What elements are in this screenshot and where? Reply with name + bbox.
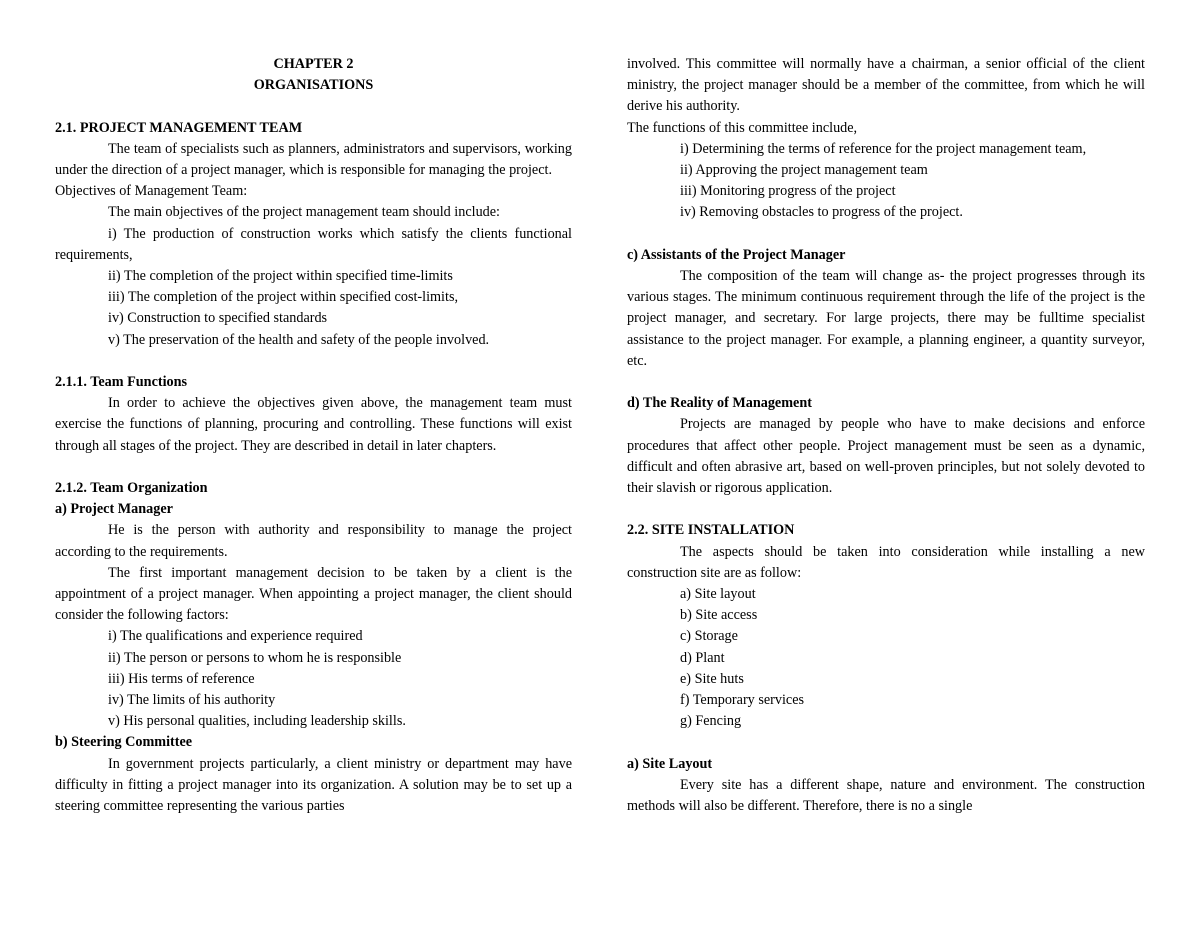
functions-label: The functions of this committee include, (627, 119, 858, 136)
factor-item: i) The qualifications and experience required (108, 628, 363, 645)
factor-item: v) His personal qualities, including leadership skills. (108, 713, 406, 730)
chapter-number: CHAPTER 2 (273, 56, 354, 72)
section-heading-2-2: 2.2. SITE INSTALLATION (627, 522, 795, 539)
function-item: i) Determining the terms of reference for the project management team, (680, 140, 1087, 157)
factor-item: iii) His terms of reference (108, 670, 255, 687)
factor-item: ii) The person or persons to whom he is responsible (108, 649, 402, 666)
subheading-site-layout: a) Site Layout (627, 755, 713, 772)
subheading-assistants: c) Assistants of the Project Manager (627, 246, 846, 263)
paragraph-assistants: The composition of the team will change as- the project progresses through its various stages. The minimum continuous requirement through the life of the project is the project manager, and secretary. For large projects, there may be fulltime specialist assistance to the project manager. For example, a planning engineer, a quantity surveyor, etc. (627, 268, 1145, 369)
section-heading-2-1-2: 2.1.2. Team Organization (55, 480, 208, 497)
paragraph-steering-committee: In government projects particularly, a client ministry or department may have difficulty in fitting a project manager into its organization. A solution may be to set up a steering committee representing the various parties (55, 755, 572, 815)
subheading-steering-committee: b) Steering Committee (55, 734, 193, 751)
aspect-item: c) Storage (680, 628, 738, 645)
subheading-reality: d) The Reality of Management (627, 395, 812, 412)
paragraph-site-installation: The aspects should be taken into consideration while installing a new construction site are as follow: (627, 543, 1145, 581)
paragraph-steering-continued: involved. This committee will normally have a chairman, a senior official of the client ministry, the project manager should be a member of the committee, from which he will derive his authority. (627, 56, 1145, 115)
objective-item: iii) The completion of the project within specified cost-limits, (108, 289, 459, 306)
paragraph-team-functions: In order to achieve the objectives given above, the management team must exercise the functions of planning, procuring and controlling. These functions will exist through all stages of the project. They are described in detail in later chapters. (55, 395, 572, 454)
subheading-project-manager: a) Project Manager (55, 501, 173, 518)
paragraph-reality: Projects are managed by people who have to make decisions and enforce procedures that affect other people. Project management must be seen as a dynamic, difficult and often abrasive art, based on well-proven principles, but not solely devoted to their slavish or rigorous application. (627, 416, 1145, 497)
paragraph-site-layout: Every site has a different shape, nature and environment. The construction methods will also be different. Therefore, there is no a single (627, 776, 1145, 815)
function-item: iv) Removing obstacles to progress of the project. (680, 204, 963, 221)
function-item: ii) Approving the project management team (680, 162, 928, 179)
objective-item: v) The preservation of the health and safety of the people involved. (108, 331, 490, 348)
objective-item: iv) Construction to specified standards (108, 310, 328, 327)
aspect-item: b) Site access (680, 607, 758, 624)
paragraph-appointment: The first important management decision to be taken by a client is the appointment of a project manager. When appointing a project manager, the client should consider the following factors: (55, 564, 572, 624)
function-item: iii) Monitoring progress of the project (680, 183, 896, 200)
objectives-label: Objectives of Management Team: (55, 183, 248, 200)
aspect-item: a) Site layout (680, 586, 756, 603)
left-column (55, 54, 572, 817)
paragraph-team-intro: The team of specialists such as planners, administrators and supervisors, working under the direction of a project manager, which is responsible for managing the project. (55, 140, 572, 178)
aspect-item: g) Fencing (680, 713, 742, 730)
section-heading-2-1: 2.1. PROJECT MANAGEMENT TEAM (55, 119, 303, 136)
section-heading-2-1-1: 2.1.1. Team Functions (55, 374, 188, 391)
paragraph-project-manager: He is the person with authority and responsibility to manage the project according to the requirements. (55, 522, 572, 560)
factor-item: iv) The limits of his authority (108, 692, 276, 709)
right-column (627, 54, 1145, 817)
chapter-title: ORGANISATIONS (253, 77, 374, 94)
objective-item: ii) The completion of the project within specified time-limits (108, 268, 453, 285)
aspect-item: d) Plant (680, 649, 725, 666)
aspect-item: f) Temporary services (680, 692, 805, 709)
aspect-item: e) Site huts (680, 670, 744, 687)
objective-item: i) The production of construction works which satisfy the clients functional requirements, (55, 225, 572, 263)
objectives-intro: The main objectives of the project management team should include: (108, 204, 500, 221)
